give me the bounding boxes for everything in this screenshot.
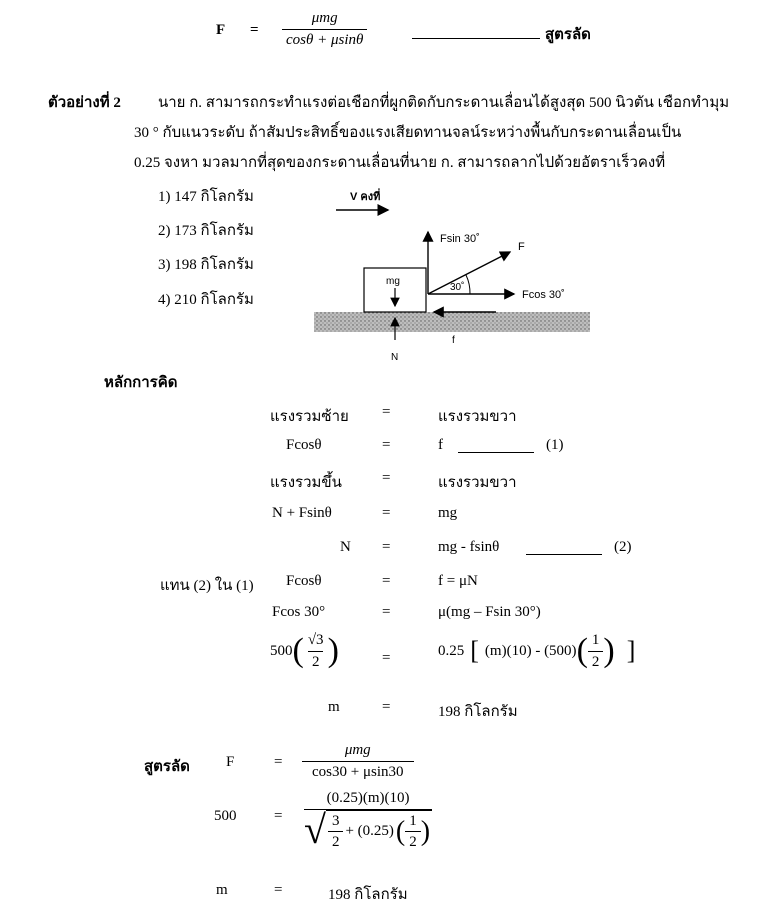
shortcut-row3-rhs: 198 กิโลกรัม [328,887,408,903]
concept-row-eq: = [382,470,391,486]
concept-row-lhs: N + Fsinθ [272,505,332,521]
shortcut-row2-denominator: √ $\frac{3}{2}$ + (0.25) ( $\frac{1}{2}$ ) [304,806,431,852]
substitution-lhs: 500 ( $\frac{√3}{2}$ ) [270,632,339,670]
concept-row-eq: = [382,573,391,589]
result-lhs: m [328,699,340,715]
result-rhs: 198 กิโลกรัม [438,704,518,720]
shortcut-label: สูตรลัด [144,759,190,775]
force-diagram [300,172,600,372]
sub-rhs-denominator: 2 [588,651,604,671]
choice-2: 2) 173 กิโลกรัม [158,223,254,239]
shortcut-lhs: F [226,754,235,770]
top-formula-denominator: cosθ + μsinθ [282,29,367,49]
example-label: ตัวอย่างที่ 2 [48,95,121,111]
shortcut-equals: = [274,754,283,770]
sub-lhs-coef: 500 [270,642,293,659]
top-formula-lhs: F [216,22,226,38]
concept-row-lhs: Fcosθ [286,437,322,453]
row2-a-den: 2 [328,831,344,851]
f-arrow [428,252,510,294]
top-formula-blank [412,24,540,39]
shortcut-numerator: μmg [344,742,371,758]
concept-row-rhs: μ(mg – Fsin 30°) [438,604,541,620]
choice-1: 1) 147 กิโลกรัม [158,189,254,205]
row2-b-den: 2 [405,831,421,851]
concept-row-eq: = [382,505,391,521]
concept-row-tag: (1) [546,437,564,453]
example-line-2: 30 ° กับแนวระดับ ถ้าสัมประสิทธิ์ของแรงเสียดทานจลน์ระหว่างพื้นกับกระดานเลื่อนเป็น [134,125,682,141]
f-label: F [518,241,525,253]
shortcut-row2-lhs: 500 [214,808,237,824]
concept-row-rhs: แรงรวมขวา [438,475,517,491]
concept-row-prefix: แทน (2) ใน (1) [160,578,254,594]
concept-row-rhs: f [438,437,443,453]
concept-row-lhs: N [340,539,351,555]
concept-row-tag: (2) [614,539,632,555]
concept-row-rhs: mg - fsinθ [438,539,500,555]
row2-b-num: 1 [409,812,417,829]
sub-lhs-numerator: √3 [307,632,324,648]
top-formula-equals: = [250,22,259,38]
fcos-label: Fcos 30˚ [522,289,565,301]
concept-row-lhs: แรงรวมซ้าย [270,409,349,425]
concept-row-lhs: Fcos 30° [272,604,326,620]
concept-row-lhs: Fcosθ [286,573,322,589]
choice-3: 3) 198 กิโลกรัม [158,257,254,273]
result-eq: = [382,699,391,715]
mg-label: mg [386,276,400,287]
concept-row-eq: = [382,539,391,555]
concept-heading: หลักการคิด [104,375,178,391]
sub-rhs-middle: (m)(10) - (500) [484,642,577,659]
concept-row-lhs: แรงรวมขึ้น [270,475,342,491]
fsin-label: Fsin 30˚ [440,233,480,245]
substitution-rhs: 0.25 [ (m)(10) - (500) ( $\frac{1}{2}$ ) ] [438,632,636,670]
row2-a-num: 3 [331,812,340,829]
normal-label: N [391,352,399,363]
angle-label: 30˚ [450,282,465,293]
ground [314,312,590,332]
top-formula-numerator: μmg [311,10,338,26]
shortcut-row3-lhs: m [216,882,228,898]
shortcut-row2-equals: = [274,808,283,824]
sub-lhs-denominator: 2 [308,651,324,671]
shortcut-row2-numerator: (0.25)(m)(10) [326,790,410,806]
sub-equals: = [382,650,391,666]
example-line-1: นาย ก. สามารถกระทำแรงต่อเชือกที่ผูกติดกับกระดานเลื่อนได้สูงสุด 500 นิวตัน เชือกทำมุม [158,95,730,111]
concept-row-rhs: f = μN [438,573,478,589]
concept-row-rhs: mg [438,505,458,521]
friction-label: f [452,335,455,346]
concept-blank [458,438,534,453]
shortcut-denominator: cos30 + μsin30 [302,761,414,781]
choice-4: 4) 210 กิโลกรัม [158,292,254,308]
sub-rhs-numerator: 1 [591,632,600,648]
example-line-3: 0.25 จงหา มวลมากที่สุดของกระดานเลื่อนที่นาย ก. สามารถลากไปด้วยอัตราเร็วคงที่ [134,155,666,171]
concept-row-eq: = [382,604,391,620]
concept-row-rhs: แรงรวมขวา [438,409,517,425]
concept-row-eq: = [382,437,391,453]
top-formula-shortcut-label: สูตรลัด [545,27,591,43]
velocity-label: V คงที่ [350,191,381,203]
sub-rhs-coef: 0.25 [438,642,465,659]
concept-row-eq: = [382,404,391,420]
row2-plus: + (0.25) [345,823,394,840]
angle-arc [466,275,470,294]
shortcut-row3-equals: = [274,882,283,898]
concept-blank [526,540,602,555]
